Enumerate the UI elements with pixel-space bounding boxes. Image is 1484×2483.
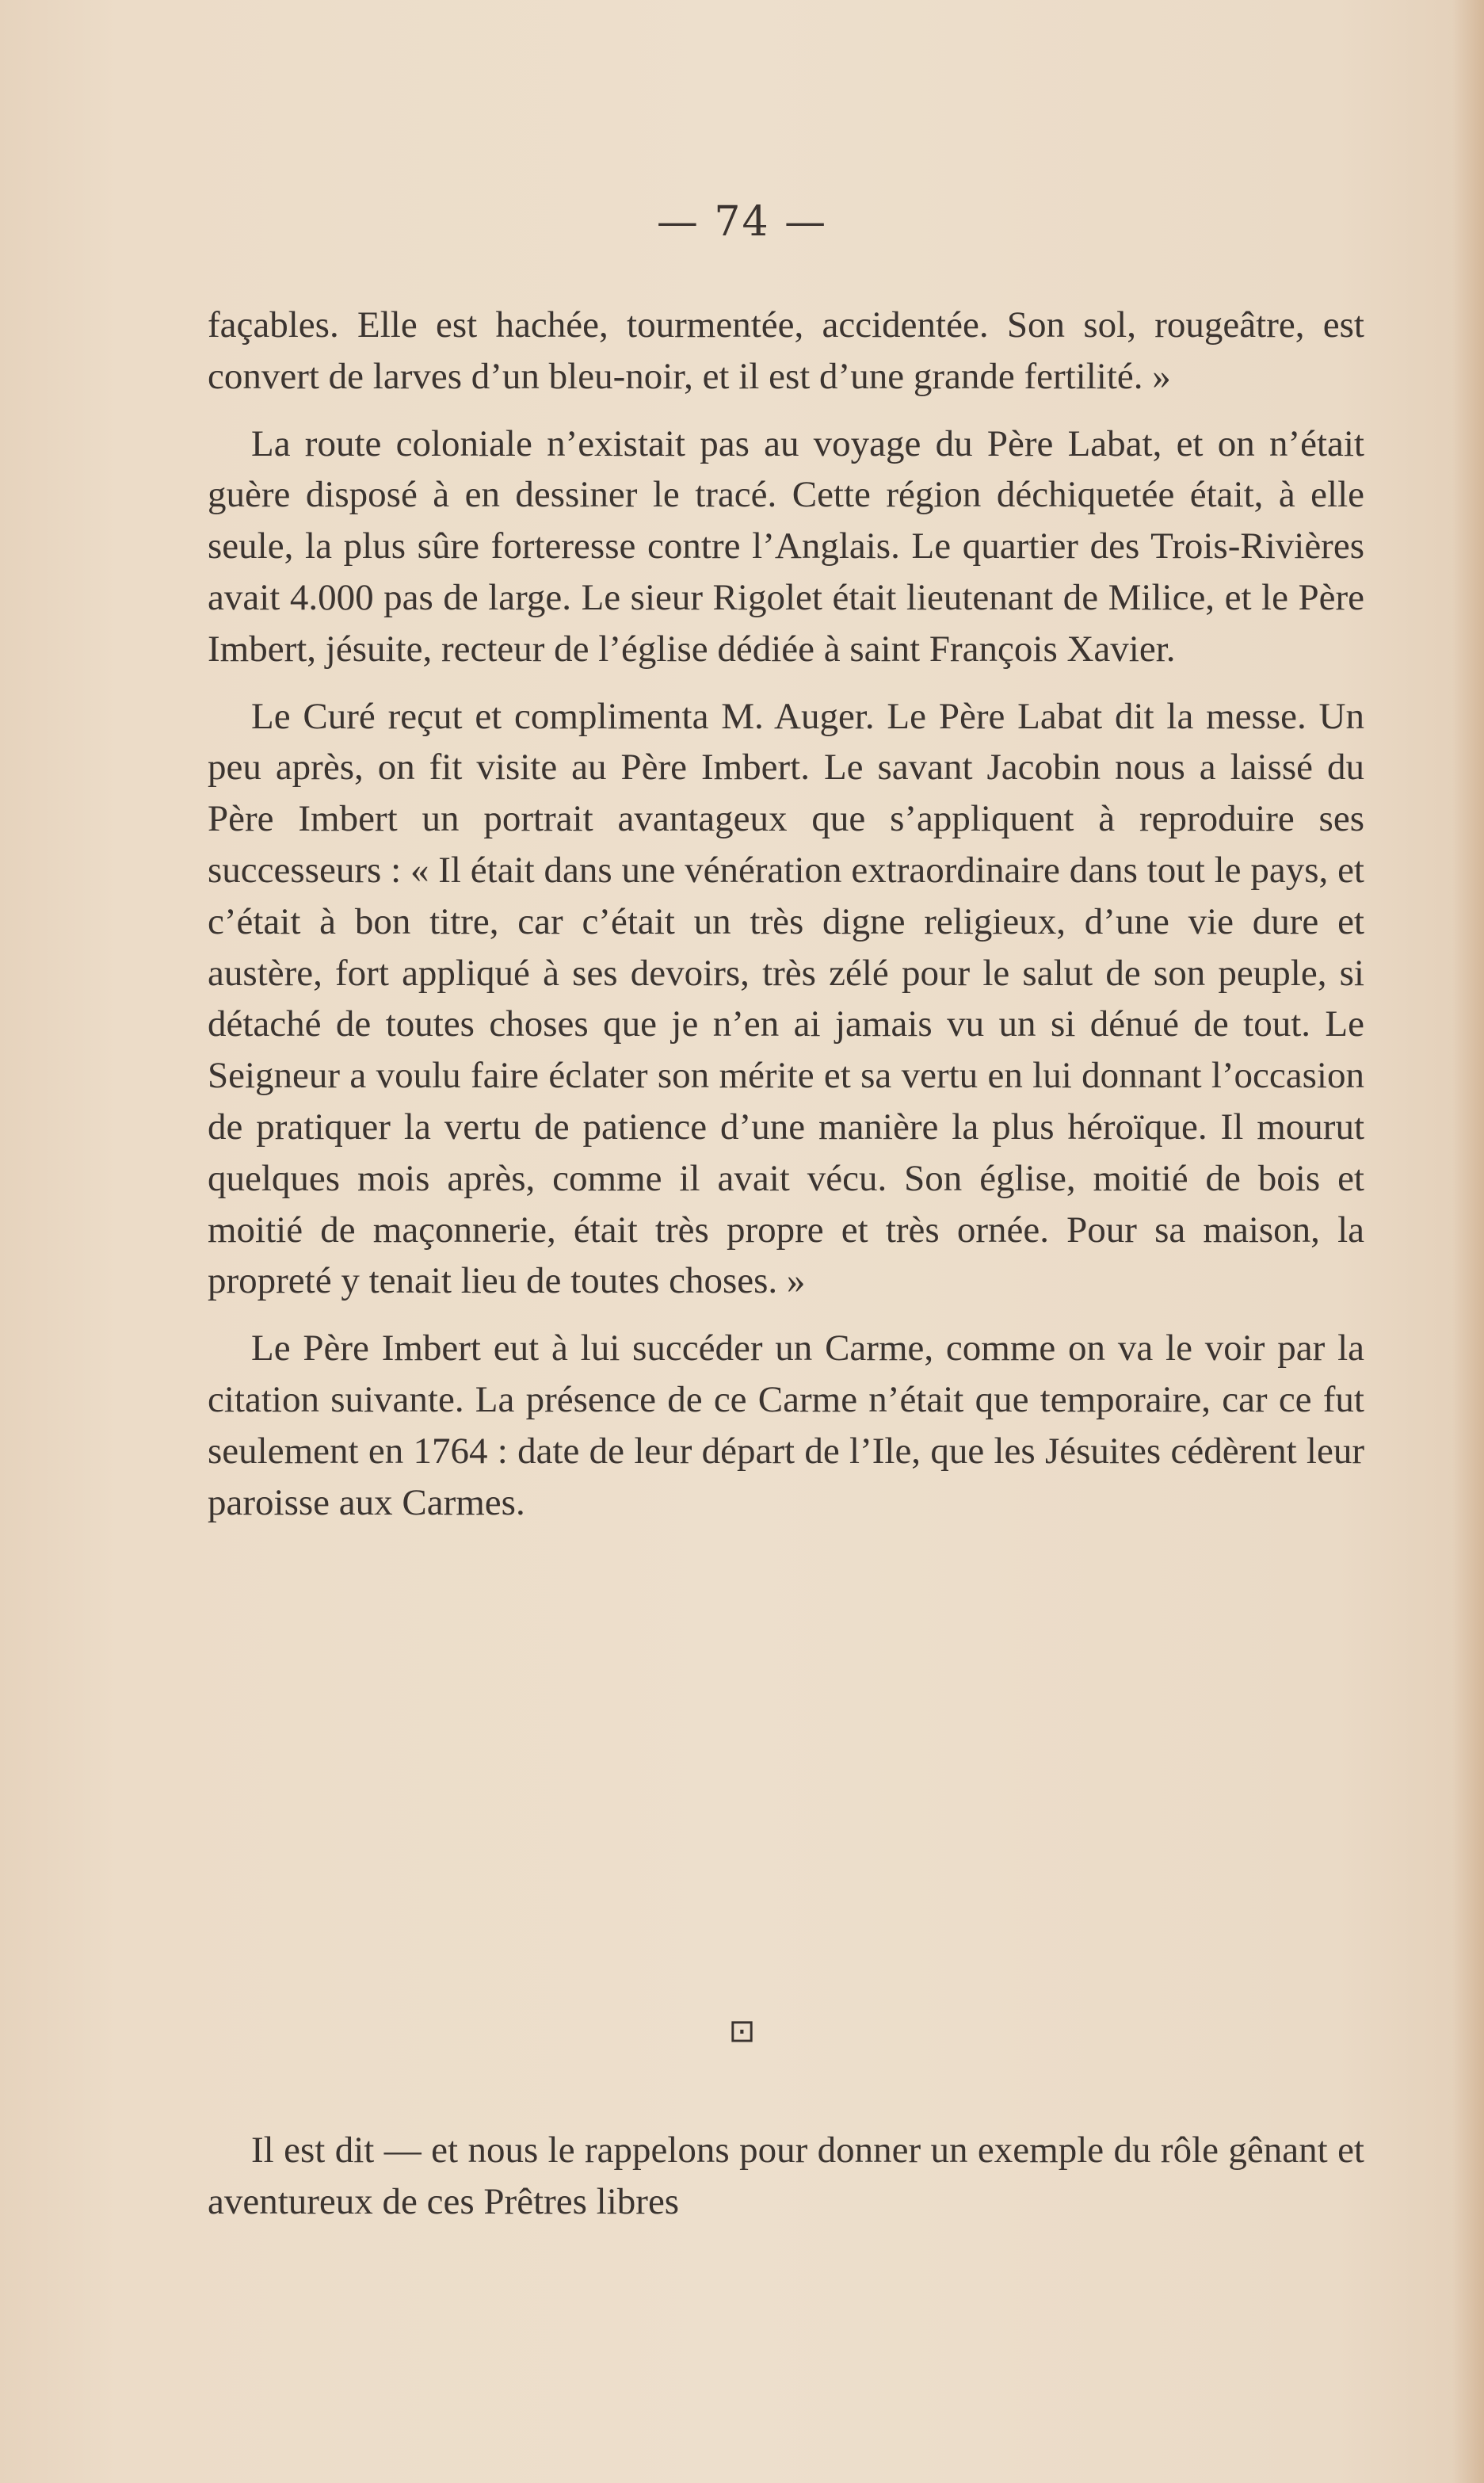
main-text <box>208 300 1364 1528</box>
paragraph-continuation: façables. Elle est hachée, tourmentée, accidentée. Son sol, rougeâtre, est convert de larves d’un bleu-noir, et il est d’une grande fertilité. » <box>208 304 1364 397</box>
paragraph: La route coloniale n’existait pas au voyage du Père Labat, et on n’était guère disposé à en dessiner le tracé. Cette région déchiquetée était, à elle seule, la plus sûre forteresse contre l’Anglais. Le quartier des Trois-Rivières avait 4.000 pas de large. Le sieur Rigolet était lieutenant de Milice, et le Père Imbert, jésuite, recteur de l’église dédiée à saint François Xavier. <box>208 422 1364 670</box>
paragraph: Le Curé reçut et complimenta M. Auger. Le Père Labat dit la messe. Un peu après, on fit visite au Père Imbert. Le savant Jacobin nous a laissé du Père Imbert un portrait avantageux que s’appliquent à reproduire ses successeurs : « Il était dans une vénération extraordinaire dans tout le pays, et c’était à bon titre, car c’était un très digne religieux, d’une vie dure et austère, fort appliqué à ses devoirs, très zélé pour le salut de son peuple, si détaché de toutes choses que je n’en ai jamais vu un si dénué de tout. Le Seigneur a voulu faire éclater son mérite et sa vertu en lui donnant l’occasion de pratiquer la vertu de patience d’une manière la plus héroïque. Il mourut quelques mois après, comme il avait vécu. Son église, moitié de bois et moitié de maçonnerie, était très propre et très ornée. Pour sa maison, la propreté y tenait lieu de toutes choses. » <box>208 695 1364 1302</box>
closing-text <box>208 2125 1364 2228</box>
paragraph: Le Père Imbert eut à lui succéder un Carme, comme on va le voir par la citation suivante. La présence de ce Carme n’était que temporaire, car ce fut seulement en 1764 : date de leur départ de l’Ile, que les Jésuites cédèrent leur paroisse aux Carmes. <box>208 1327 1364 1523</box>
page-edge-shadow <box>1452 0 1484 2483</box>
paragraph: Il est dit — et nous le rappelons pour donner un exemple du rôle gênant et aventureux de ces Prêtres libres <box>208 2130 1364 2222</box>
section-ornament-icon: ⊡ <box>728 2013 756 2049</box>
page-number: — 74 — <box>656 198 828 246</box>
